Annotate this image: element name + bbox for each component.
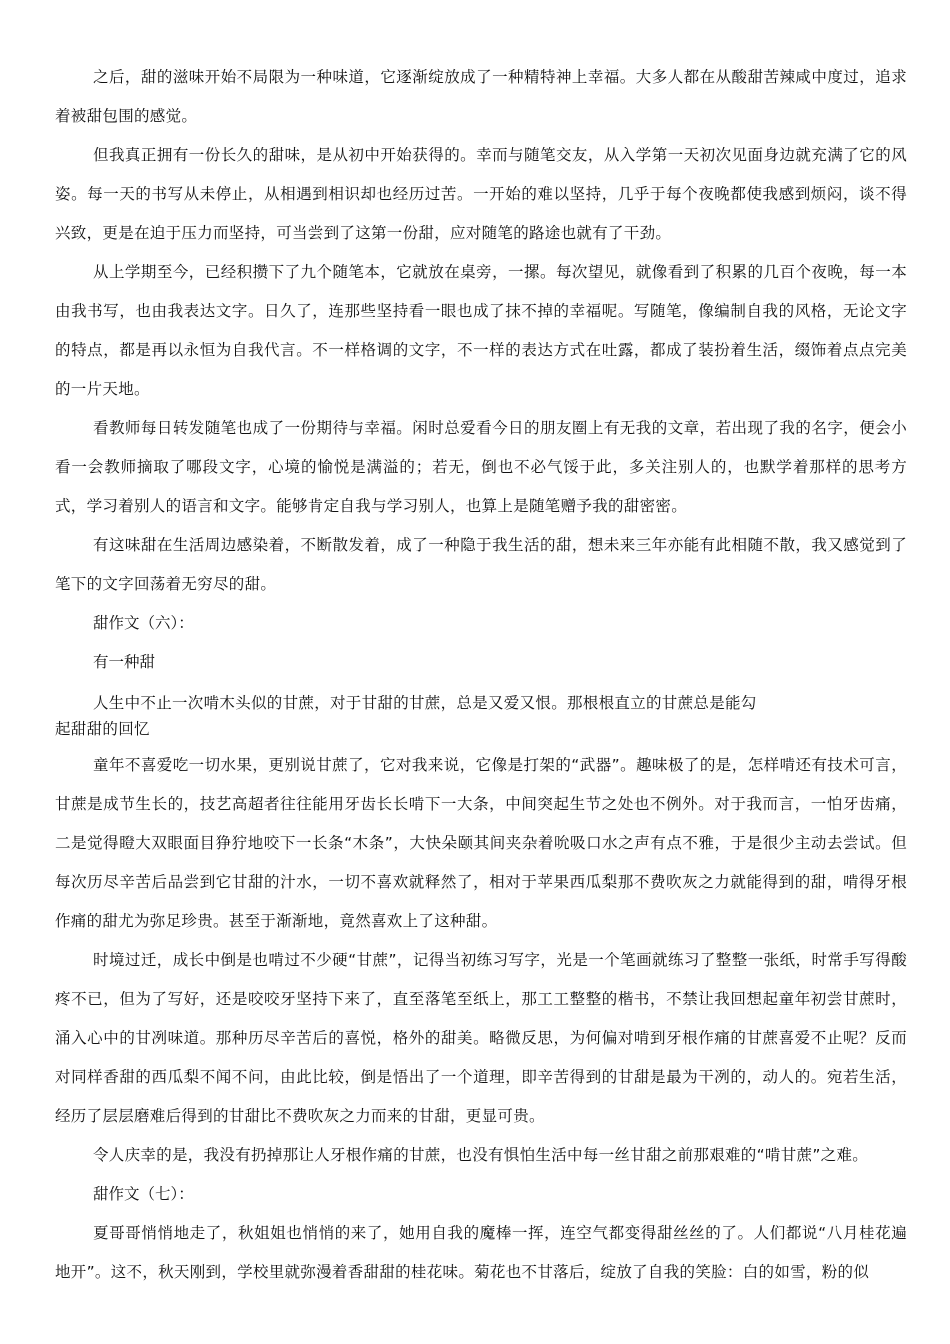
paragraph: 人生中不止一次啃木头似的甘蔗，对于甘甜的甘蔗，总是又爱又恨。那根根直立的甘蔗总是能勾 <box>93 694 757 712</box>
paragraph: 看教师每日转发随笔也成了一份期待与幸福。闲时总爱看今日的朋友圈上有无我的文章，若出现了我的名字，便会小看一会教师摘取了哪段文字，心境的愉悦是满溢的；若无，倒也不必气馁于此，多关注别人的，也默学着那样的思考方式，学习着别人的语言和文字。能够肯定自我与学习别人，也算上是随笔赠予我的甜密密。 <box>55 419 907 515</box>
paragraph: 童年不喜爱吃一切水果，更别说甘蔗了，它对我来说，它像是打架的“武器”。趣味极了的是，怎样啃还有技术可言，甘蔗是成节生长的，技艺高超者往往能用牙齿长长啃下一大条，中间突起生节之处也不例外。对于我而言，一怕牙齿痛，二是觉得瞪大双眼面目狰狞地咬下一长条“木条”，大快朵颐其间夹杂着吮吸口水之声有点不雅，于是很少主动去尝试。但每次历尽辛苦后品尝到它甘甜的汁水，一切不喜欢就释然了，相对于苹果西瓜梨那不费吹灰之力就能得到的甜，啃得牙根作痛的甜尤为弥足珍贵。甚至于渐渐地，竟然喜欢上了这种甜。 <box>55 756 907 930</box>
paragraph: 但我真正拥有一份长久的甜味，是从初中开始获得的。幸而与随笔交友，从入学第一天初次见面身边就充满了它的风姿。每一天的书写从未停止，从相遇到相识却也经历过苦。一开始的难以坚持，几乎于每个夜晚都使我感到烦闷，谈不得兴致，更是在迫于压力而坚持，可当尝到了这第一份甜，应对随笔的路途也就有了干劲。 <box>55 146 907 242</box>
paragraph: 夏哥哥悄悄地走了，秋姐姐也悄悄的来了，她用自我的魔棒一挥，连空气都变得甜丝丝的了。人们都说“八月桂花遍地开”。这不，秋天刚到，学校里就弥漫着香甜甜的桂花味。菊花也不甘落后，绽放了自我的笑脸：白的如雪，粉的似 <box>55 1224 907 1281</box>
paragraph: 时境过迁，成长中倒是也啃过不少硬“甘蔗”，记得当初练习写字，光是一个笔画就练习了整整一张纸，时常手写得酸疼不已，但为了写好，还是咬咬牙坚持下来了，直至落笔至纸上，那工工整整的楷书，不禁让我回想起童年初尝甘蔗时，涌入心中的甘冽味道。那种历尽辛苦后的喜悦，格外的甜美。略微反思，为何偏对啃到牙根作痛的甘蔗喜爱不止呢？反而对同样香甜的西瓜梨不闻不问，由此比较，倒是悟出了一个道理，即辛苦得到的甘甜是最为干冽的，动人的。宛若生活，经历了层层磨难后得到的甘甜比不费吹灰之力而来的甘甜，更显可贵。 <box>55 951 907 1125</box>
paragraph: 令人庆幸的是，我没有扔掉那让人牙根作痛的甘蔗，也没有惧怕生活中每一丝甘甜之前那艰难的“啃甘蔗”之难。 <box>93 1146 869 1164</box>
paragraph: 之后，甜的滋味开始不局限为一种味道，它逐渐绽放成了一种精特神上幸福。大多人都在从酸甜苦辣咸中度过，追求着被甜包围的感觉。 <box>55 68 907 125</box>
essay-title: 有一种甜 <box>93 653 156 671</box>
section-heading: 甜作文（六）： <box>93 614 194 632</box>
section-heading: 甜作文（七）： <box>93 1185 194 1203</box>
paragraph: 从上学期至今，已经积攒下了九个随笔本，它就放在桌旁，一摞。每次望见，就像看到了积累的几百个夜晚，每一本由我书写，也由我表达文字。日久了，连那些坚持看一眼也成了抹不掉的幸福呢。写随笔，像编制自我的风格，无论文字的特点，都是再以永恒为自我代言。不一样格调的文字，不一样的表达方式在吐露，都成了装扮着生活，缀饰着点点完美的一片天地。 <box>55 263 907 398</box>
paragraph-continuation: 起甜甜的回忆 <box>55 720 150 738</box>
paragraph: 有这味甜在生活周边感染着，不断散发着，成了一种隐于我生活的甜，想未来三年亦能有此相随不散，我又感觉到了笔下的文字回荡着无穷尽的甜。 <box>55 536 907 593</box>
document-page <box>55 58 907 1292</box>
